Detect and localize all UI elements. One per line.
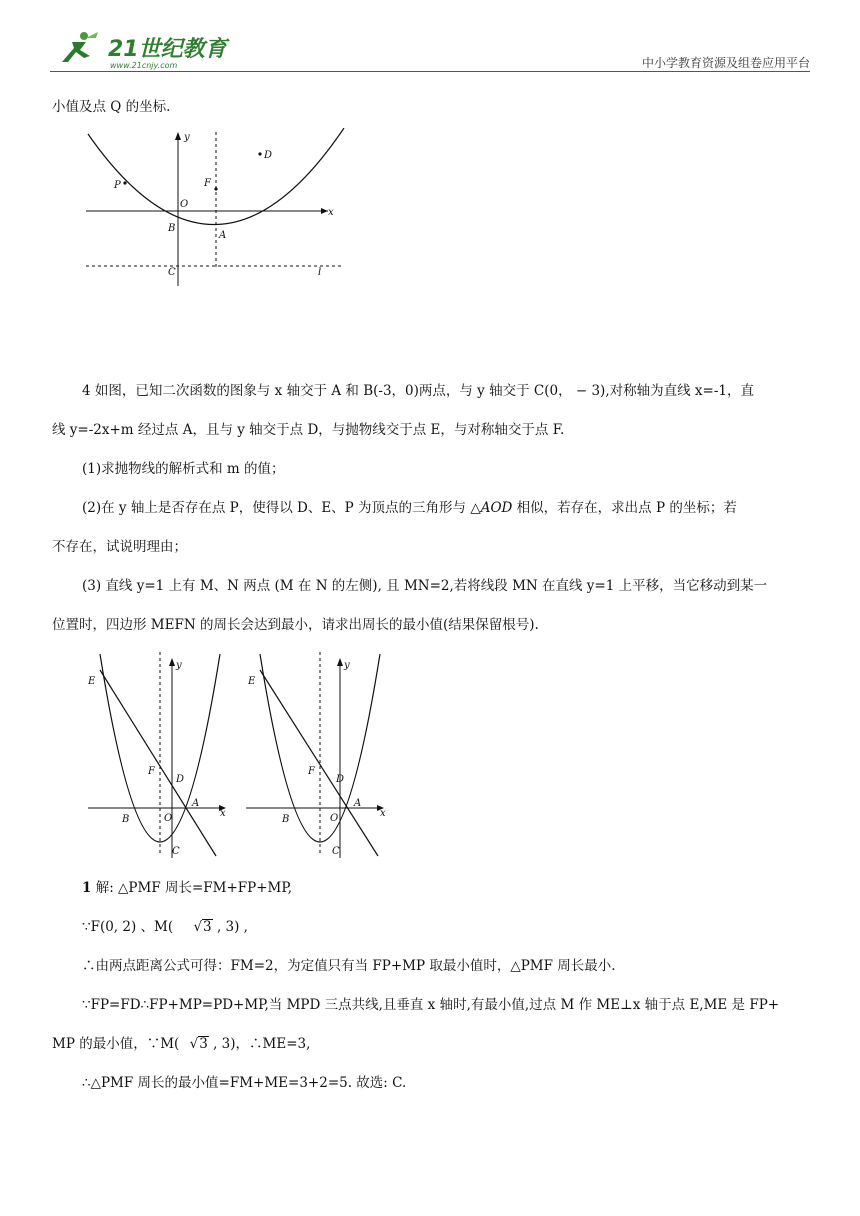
problem4-q2a — [82, 498, 737, 518]
fig2r-label-C: C — [332, 846, 340, 857]
logo-21cnjy — [50, 28, 230, 74]
solution-line6: ∴△PMF 周长的最小值=FM+ME=3+2=5. 故选: C. — [82, 1075, 407, 1091]
fig1-label-A: A — [219, 230, 227, 241]
fig2l-label-E: E — [88, 676, 96, 687]
solution-line2: ∵F(0, 2) 、M( √3 , 3) , — [82, 919, 248, 935]
fig1-label-y: y — [184, 132, 190, 143]
fig1-label-x: x — [328, 207, 334, 218]
problem4-line1: 4 如图，已知二次函数的图象与 x 轴交于 A 和 B(-3，0)两点，与 y 轴交于 C(0， − 3),对称轴为直线 x=-1，直 — [82, 383, 754, 399]
header-slogan: 中小学教育资源及组卷应用平台 — [641, 56, 810, 70]
header-divider — [50, 71, 810, 72]
solution-line4: ∵FP=FD∴FP+MP=PD+MP,当 MPD 三点共线,且垂直 x 轴时,有最小值,过点 M 作 ME⊥x 轴于点 E,ME 是 FP+ — [82, 997, 780, 1013]
fig1-label-O: O — [180, 199, 189, 210]
problem4-q3b: 位置时，四边形 MEFN 的周长会达到最小，请求出周长的最小值(结果保留根号). — [52, 617, 539, 633]
fig2l-label-A: A — [192, 798, 200, 809]
q2a-pre: (2)在 y 轴上是否存在点 P，使得以 D、E、P 为顶点的三角形与 — [82, 500, 471, 516]
fig2l-label-y: y — [176, 660, 182, 671]
solution-line1 — [82, 878, 292, 898]
fig2r-label-x: x — [380, 808, 386, 819]
s5-post: , 3)，∴ME=3, — [213, 1036, 311, 1052]
intro-line: 小值及点 Q 的坐标. — [52, 99, 171, 115]
fig2r-label-A: A — [354, 798, 362, 809]
fig2r-label-B: B — [282, 814, 290, 825]
solution-line5: MP 的最小值，∵M( √3 , 3)，∴ME=3, — [52, 1036, 311, 1052]
solution-line3: ∴由两点距离公式可得：FM=2，为定值只有当 FP+MP 取最小值时，△PMF 周长最小. — [82, 958, 616, 974]
problem4-q3a: (3) 直线 y=1 上有 M、N 两点 (M 在 N 的左侧), 且 MN=2,若将线段 MN 在直线 y=1 上平移，当它移动到某一 — [82, 578, 768, 594]
q2a-post: 相似，若存在，求出点 P 的坐标；若 — [512, 500, 737, 516]
fig1-label-C: C — [168, 267, 176, 278]
fig2l-label-O: O — [164, 813, 173, 824]
fig2r-label-D: D — [336, 774, 345, 785]
solution-line1-text: 解: △PMF 周长=FM+FP+MP, — [91, 880, 293, 896]
fig1-label-B: B — [168, 223, 176, 234]
figure-parabola-left — [86, 650, 234, 860]
problem4-q1: (1)求抛物线的解析式和 m 的值； — [82, 461, 285, 477]
figure-parabola-1 — [82, 128, 350, 288]
fig1-label-P: P — [114, 180, 121, 191]
fig2l-label-D: D — [176, 774, 185, 785]
fig2r-label-E: E — [248, 676, 256, 687]
fig1-label-F: F — [204, 178, 211, 189]
fig2r-label-O: O — [330, 813, 339, 824]
logo-url: www.21cnjy.com — [110, 61, 178, 70]
q2a-triangle: △AOD — [470, 500, 513, 516]
page-header — [50, 28, 810, 74]
problem4-line2: 线 y=-2x+m 经过点 A，且与 y 轴交于点 D，与抛物线交于点 E，与对称轴交于点 F. — [52, 422, 565, 438]
figure-parabola-right — [244, 650, 392, 860]
fig2l-label-C: C — [172, 846, 180, 857]
s5-root: 3 — [199, 1036, 208, 1052]
fig1-label-D: D — [264, 150, 273, 161]
fig2l-label-x: x — [220, 808, 226, 819]
s2-root: 3 — [203, 919, 212, 935]
s2-post: , 3) , — [216, 919, 248, 935]
fig2l-label-B: B — [122, 814, 130, 825]
solution-number: 1 — [82, 880, 92, 896]
fig1-label-l: l — [318, 267, 322, 278]
s2-pre: ∵F(0, 2) 、M( — [82, 919, 174, 935]
s5-pre: MP 的最小值，∵M( — [52, 1036, 180, 1052]
logo-text: 21世纪教育 — [108, 37, 227, 62]
fig2r-label-F: F — [308, 766, 315, 777]
fig2l-label-F: F — [148, 766, 155, 777]
fig2r-label-y: y — [344, 660, 350, 671]
problem4-q2b: 不存在，试说明理由； — [52, 539, 187, 555]
runner-icon — [62, 32, 98, 62]
